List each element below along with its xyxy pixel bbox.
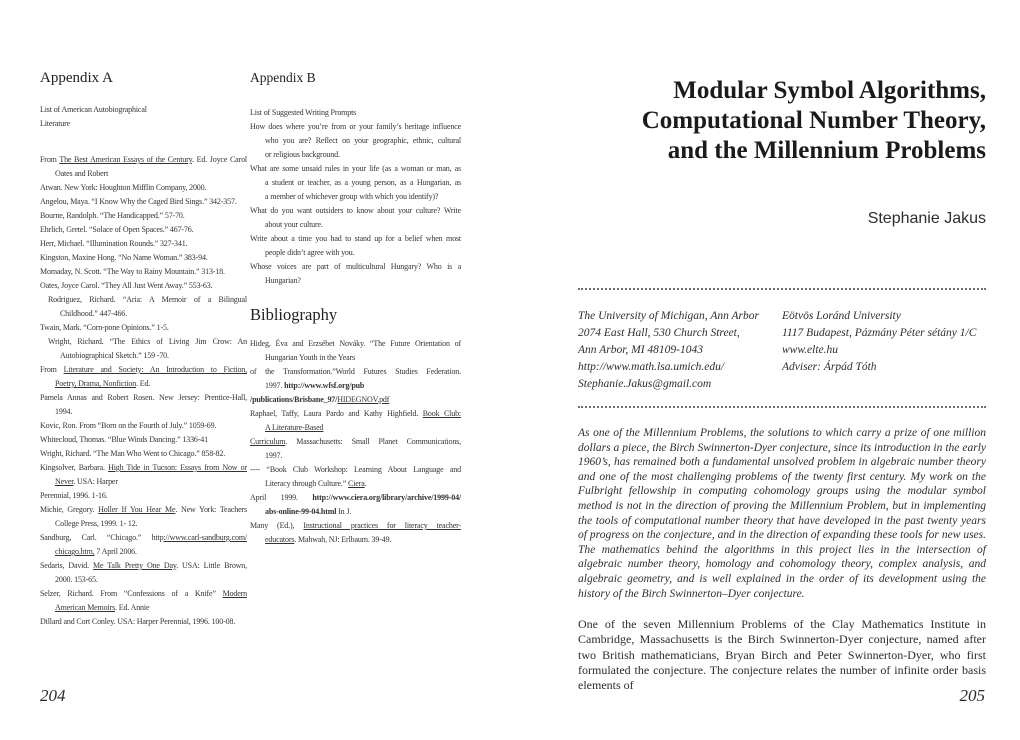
text-line: Rodriguez, Richard. “Aria: A Memoir of a Bilingual — [48, 295, 247, 304]
article-page — [578, 70, 986, 694]
text-line: educators. Mahwah, NJ: Erlbaum. 39-49. — [265, 535, 392, 544]
text-line: 2000. 153-65. — [55, 575, 98, 584]
text-line: Perennial, 1996. 1-16. — [40, 491, 108, 500]
bibliography-heading: Bibliography — [250, 305, 338, 324]
text-line: 1117 Budapest, Pázmány Péter sétány 1/C — [782, 327, 977, 339]
text-line: A Literature-Based — [265, 423, 324, 432]
text-line: Kingston, Maxine Hong. “No Name Woman.” 383-94. — [40, 253, 208, 262]
appendix-b-column — [250, 70, 461, 547]
text-line: Curriculum. Massachusetts: Small Planet Communications, — [250, 437, 461, 446]
text-line: The University of Michigan, Ann Arbor — [578, 310, 760, 322]
text-line: /publications/Brisbane_97/HIDEGNOV.pdf — [250, 395, 390, 404]
text-line: a member of whichever group with which you identify)? — [265, 192, 439, 201]
text-line: Oates and Robert — [55, 169, 109, 178]
text-line: Whitecloud, Thomas. “Blue Winds Dancing.” 1336-41 — [40, 435, 208, 444]
text-line: Stephanie.Jakus@gmail.com — [578, 378, 712, 390]
bibliography-entries — [250, 337, 461, 547]
appendix-a-entries — [40, 153, 247, 629]
text-line: Computational Number Theory, — [641, 107, 986, 134]
text-line: Modular Symbol Algorithms, — [673, 77, 986, 104]
dotted-divider-top — [578, 288, 986, 290]
text-line: people didn’t agree with you. — [265, 248, 355, 257]
dotted-divider-bottom — [578, 406, 986, 408]
text-line: and the Millennium Problems — [667, 137, 986, 164]
page-number-left: 204 — [40, 686, 66, 705]
text-line: 2074 East Hall, 530 Church Street, — [578, 327, 740, 339]
text-line: Michie, Gregory. Holler If You Hear Me. New York: Teachers — [40, 505, 247, 514]
text-line: Angelou, Maya. “I Know Why the Caged Bird Sings.” 342-357. — [40, 197, 237, 206]
page-number-right: 205 — [959, 686, 985, 705]
appendix-a-column — [40, 70, 247, 629]
appendix-a-label: Appendix A — [40, 70, 113, 86]
text-line: chicago.htm, 7 April 2006. — [55, 547, 137, 556]
text-line: From Literature and Society: An Introduction to Fiction, — [40, 365, 247, 374]
text-line: Raphael, Taffy, Laura Pardo and Kathy Highfield. Book Club: — [250, 409, 461, 418]
text-line: How does where you’re from or your family’s heritage influence — [250, 122, 461, 131]
text-line: of the Transformation.”World Futures Studies Federation. — [250, 367, 461, 376]
text-line: 1997. — [265, 451, 283, 460]
text-line: Bourne, Randolph. “The Handicapped.” 57-70. — [40, 211, 185, 220]
text-line: Ann Arbor, MI 48109-1043 — [578, 344, 704, 356]
text-line: List of Suggested Writing Prompts — [250, 108, 357, 117]
text-line: http://www.math.lsa.umich.edu/ — [578, 361, 725, 373]
text-line: Pamela Annas and Robert Rosen. New Jersey: Prentice-Hall, — [40, 393, 247, 402]
text-line: Hungarian Youth in the Years — [265, 353, 356, 362]
affiliation-left — [578, 308, 782, 393]
text-line: April 1999. http://www.ciera.org/library/archive/1999-04/ — [250, 493, 461, 502]
affiliation-block — [578, 308, 986, 393]
text-line: Childhood.” 447-466. — [60, 309, 127, 318]
text-line: Adviser: Árpád Tóth — [782, 361, 877, 373]
text-line: Never. USA: Harper — [55, 477, 118, 486]
text-line: Many (Ed.), Instructional practices for literacy teacher- — [250, 521, 461, 530]
text-line: Oates, Joyce Carol. “They All Just Went Away.” 553-63. — [40, 281, 213, 290]
text-line: Literacy through Culture.” Ciera. — [265, 479, 367, 488]
appendix-b-entries — [250, 106, 461, 288]
appendix-b-label: Appendix B — [250, 70, 316, 85]
text-line: Whose voices are part of multicultural Hungary? Who is a — [250, 262, 461, 271]
text-line: Selzer, Richard. From “Confessions of a Knife” Modern — [40, 589, 247, 598]
text-line: Kovic, Ron. From “Born on the Fourth of July.” 1059-69. — [40, 421, 217, 430]
text-line: ---- “Book Club Workshop: Learning About Language and — [250, 465, 461, 474]
text-line: Sandburg, Carl. “Chicago.” http://www.carl-sandburg.com/ — [40, 533, 247, 542]
text-line: Ehrlich, Gretel. “Solace of Open Spaces.” 467-76. — [40, 225, 194, 234]
text-line: or religious background. — [265, 150, 340, 159]
text-line: Hungarian? — [265, 276, 301, 285]
text-line: Herr, Michael. “Illumination Rounds.” 327-341. — [40, 239, 188, 248]
text-line: www.elte.hu — [782, 344, 839, 356]
text-line: List of American Autobiographical — [40, 105, 147, 114]
text-line: Poetry, Drama, Nonfiction. Ed. — [55, 379, 151, 388]
text-line: Twain, Mark. “Corn-pone Opinions.” 1-5. — [40, 323, 169, 332]
text-line: who you are? Reflect on your geographic, ethnic, cultural — [265, 136, 461, 145]
author-name: Stephanie Jakus — [867, 210, 986, 227]
abstract-paragraph: As one of the Millennium Problems, the solutions to which carry a prize of one million dollars a piece, the Birch Swinnerton-Dyer conjecture, since its introduction in the early 1960’s, has remained both a fundamental unsolved problem in algebraic number theory and one of the most challenging problems of the twenty first century. My work on the Fulbright fellowship in computing cohomology groups using the modular symbol method is not in the direction of proving the Millennium Problem, but in implementing the tools of computational number theory that have developed in the past twenty years of progress on the conjecture, and in the direction of expanding these tools for new uses. The mathematics behind the algorithms in this project lies in the intersection of algebraic number theory, homology and cohomology theory, complex analysis, and algebraic geometry, and is well explained in the order of its development using the history of the Birch Swinnerton–Dyer conjecture. — [578, 427, 986, 600]
article-title — [578, 76, 986, 166]
text-line: Atwan. New York: Houghton Mifflin Company, 2000. — [40, 183, 207, 192]
text-line: Dillard and Cort Conley. USA: Harper Perennial, 1996. 100-08. — [40, 617, 236, 626]
text-line: abs-online-99-04.html In J. — [265, 507, 352, 516]
body-paragraph: One of the seven Millennium Problems of the Clay Mathematics Institute in Cambridge, Massachusetts is the Birch Swinnerton-Dyer conjecture, named after two British mathematicians, Bryan Birch and Peter Swinnerton-Dyer, who first formulated the conjecture. The conjecture relates the number of infinite order basis elements of — [578, 617, 986, 693]
text-line: Wright, Richard. “The Ethics of Living Jim Crow: An — [48, 337, 247, 346]
appendix-a-heading — [40, 103, 247, 131]
text-line: What do you want outsiders to know about your culture? Write — [250, 206, 461, 215]
text-line: Literature — [40, 119, 71, 128]
text-line: Eötvös Loránd University — [782, 310, 901, 322]
text-line: Sedaris, David. Me Talk Pretty One Day. USA: Little Brown, — [40, 561, 247, 570]
affiliation-right — [782, 308, 986, 393]
text-line: From The Best American Essays of the Century. Ed. Joyce Carol — [40, 155, 247, 164]
text-line: 1997. http://www.wfsf.org/pub — [265, 381, 365, 390]
text-line: American Memoirs. Ed. Annie — [55, 603, 150, 612]
text-line: College Press, 1999. 1- 12. — [55, 519, 138, 528]
text-line: 1994. — [55, 407, 73, 416]
text-line: Wright, Richard. “The Man Who Went to Chicago.” 858-82. — [40, 449, 226, 458]
text-line: Hideg, Éva and Erzsébet Nováky. “The Future Orientation of — [250, 339, 461, 348]
text-line: a student or teacher, as a young person, as a Hungarian, as — [265, 178, 461, 187]
text-line: about your culture. — [265, 220, 323, 229]
text-line: Momaday, N. Scott. “The Way to Rainy Mountain.” 313-18. — [40, 267, 225, 276]
text-line: Write about a time you had to stand up for a belief when most — [250, 234, 461, 243]
text-line: Kingsolver, Barbara. High Tide in Tucson: Essays from Now or — [40, 463, 247, 472]
text-line: What are some unsaid rules in your life (as a woman or man, as — [250, 164, 461, 173]
text-line: Autobiographical Sketch.” 159 -70. — [60, 351, 169, 360]
